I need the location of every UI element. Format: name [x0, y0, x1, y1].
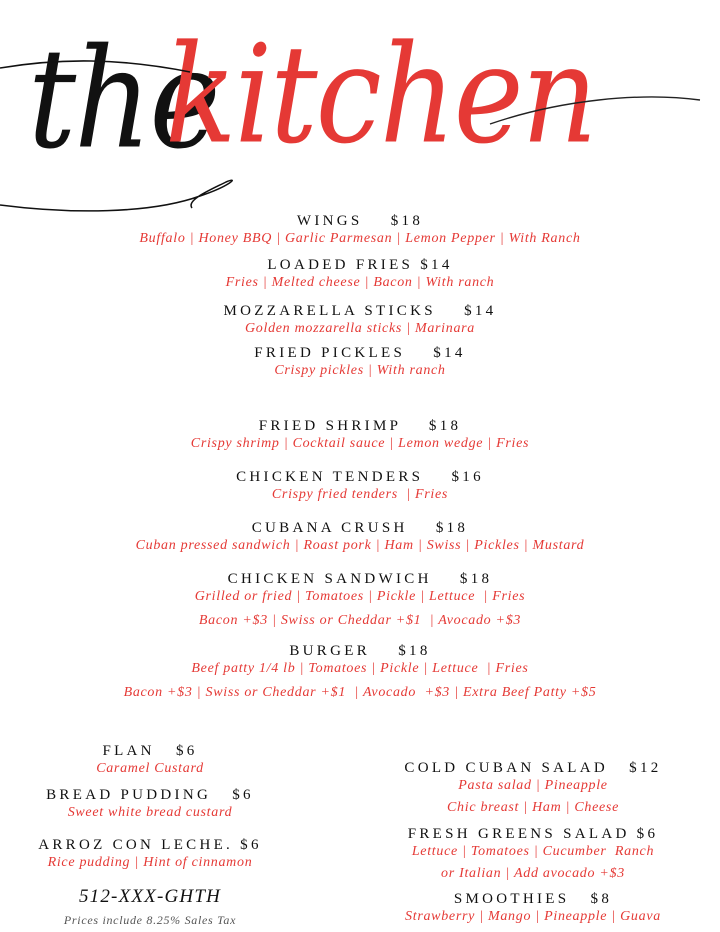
phone-number: 512-XXX-GHTH — [78, 886, 222, 907]
logo-flourish-icon — [0, 0, 720, 230]
item-desc: Crispy fried tenders | Fries — [271, 487, 449, 502]
salad-fresh-greens — [378, 825, 688, 882]
item-desc: Sweet white bread custard — [67, 805, 233, 820]
item-desc: Strawberry | Mango | Pineapple | Guava — [405, 909, 661, 924]
dessert-arroz-con-leche — [0, 836, 300, 871]
menu-item-burger — [0, 642, 720, 701]
item-title: CHICKEN SANDWICH $18 — [227, 571, 493, 587]
logo-the: the — [28, 20, 219, 180]
menu-item-loaded-fries — [0, 256, 720, 291]
item-desc: Crispy shrimp | Cocktail sauce | Lemon wedge | Fries — [190, 436, 530, 451]
item-title: FRESH GREENS SALAD $6 — [407, 826, 659, 842]
item-desc: Fries | Melted cheese | Bacon | With ranch — [225, 275, 495, 290]
item-desc: Rice pudding | Hint of cinnamon — [47, 855, 253, 870]
item-title: WINGS $18 — [296, 213, 424, 229]
item-title: FRIED SHRIMP $18 — [258, 418, 462, 434]
item-title: MOZZARELLA STICKS $14 — [223, 303, 497, 319]
item-desc: Golden mozzarella sticks | Marinara — [244, 321, 476, 336]
logo — [0, 0, 720, 230]
salad-cold-cuban — [378, 759, 688, 816]
item-addons: Bacon +$3 | Swiss or Cheddar +$1 | Avocado +$3 — [198, 613, 522, 628]
tax-note: Prices include 8.25% Sales Tax — [63, 913, 237, 927]
item-title: FRIED PICKLES $14 — [254, 345, 466, 361]
item-title: CHICKEN TENDERS $16 — [236, 469, 484, 485]
item-desc: Beef patty 1/4 lb | Tomatoes | Pickle | Lettuce | Fries — [191, 661, 529, 676]
item-title: LOADED FRIES $14 — [267, 257, 453, 273]
item-title: COLD CUBAN SALAD $12 — [404, 760, 662, 776]
menu-item-wings — [0, 212, 720, 247]
item-desc: Pasta salad | Pineapple — [458, 778, 608, 793]
menu-item-cubana-crush — [0, 519, 720, 554]
menu-item-chicken-sandwich — [0, 570, 720, 629]
item-title: BREAD PUDDING $6 — [46, 787, 254, 803]
item-title: SMOOTHIES $8 — [453, 891, 613, 907]
menu-item-chicken-tenders — [0, 468, 720, 503]
item-desc: Caramel Custard — [96, 761, 204, 776]
menu-item-mozzarella-sticks — [0, 302, 720, 337]
item-title: CUBANA CRUSH $18 — [251, 520, 469, 536]
item-desc-2: Chic breast | Ham | Cheese — [447, 800, 619, 815]
dessert-flan — [0, 742, 300, 777]
item-addons: Bacon +$3 | Swiss or Cheddar +$1 | Avocado +$3 | Extra Beef Patty +$5 — [123, 685, 597, 700]
item-desc: Buffalo | Honey BBQ | Garlic Parmesan | Lemon Pepper | With Ranch — [139, 231, 581, 246]
dessert-bread-pudding — [0, 786, 300, 821]
item-desc: Crispy pickles | With ranch — [274, 363, 446, 378]
menu-item-fried-pickles — [0, 344, 720, 379]
menu-item-fried-shrimp — [0, 417, 720, 452]
item-title: ARROZ CON LECHE. $6 — [38, 837, 262, 853]
item-title: BURGER $18 — [289, 643, 431, 659]
item-title: FLAN $6 — [102, 743, 198, 759]
smoothies — [378, 890, 688, 925]
logo-kitchen: kitchen — [165, 15, 596, 174]
item-desc: Lettuce | Tomatoes | Cucumber Ranch — [411, 844, 655, 859]
item-desc: Grilled or fried | Tomatoes | Pickle | Lettuce | Fries — [194, 589, 526, 604]
item-desc: Cuban pressed sandwich | Roast pork | Ham | Swiss | Pickles | Mustard — [135, 538, 585, 553]
item-desc-2: or Italian | Add avocado +$3 — [441, 866, 625, 881]
